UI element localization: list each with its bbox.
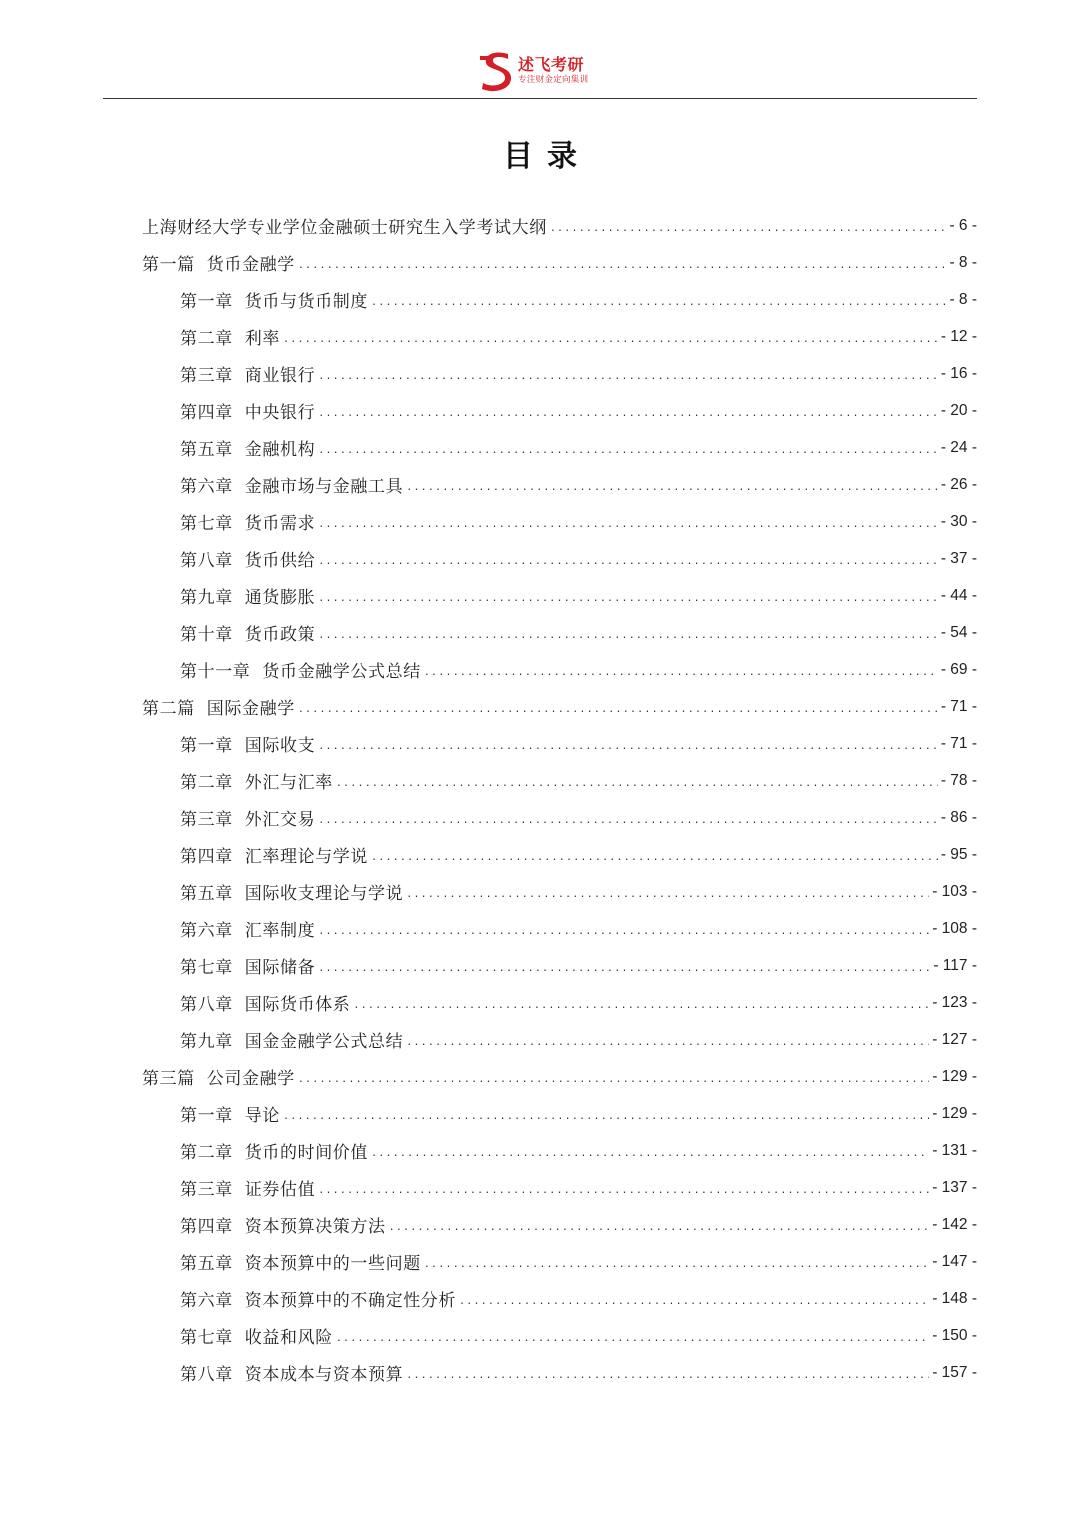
toc-page-number: - 37 - — [940, 549, 977, 567]
brand-logo — [478, 50, 608, 92]
toc-chapter-entry[interactable] — [142, 466, 977, 503]
toc-entry-label: 第九章 通货膨胀 — [180, 588, 316, 608]
brand-slogan: 专注财金定向集训 — [518, 75, 589, 86]
toc-entry-label: 第五章 金融机构 — [180, 440, 316, 460]
toc-dot-leader — [336, 778, 938, 789]
toc-chapter-entry[interactable] — [142, 799, 977, 836]
toc-chapter-entry[interactable] — [142, 614, 977, 651]
toc-part-entry[interactable] — [142, 688, 977, 725]
toc-dot-leader — [283, 334, 938, 345]
toc-page-number: - 54 - — [940, 623, 977, 641]
toc-dot-leader — [389, 1222, 930, 1233]
toc-page-number: - 6 - — [949, 216, 977, 234]
toc-chapter-entry[interactable] — [142, 947, 977, 984]
toc-entry-label: 第十一章 货币金融学公式总结 — [180, 662, 421, 682]
toc-dot-leader — [550, 223, 947, 234]
toc-page-number: - 150 - — [932, 1326, 977, 1344]
toc-dot-leader — [318, 1185, 929, 1196]
toc-page-number: - 131 - — [932, 1141, 977, 1159]
toc-dot-leader — [318, 815, 938, 826]
toc-entry-label: 第七章 货币需求 — [180, 514, 316, 534]
toc-dot-leader — [353, 1000, 929, 1011]
toc-dot-leader — [298, 704, 938, 715]
toc-page-number: - 137 - — [932, 1178, 977, 1196]
toc-dot-leader — [406, 889, 929, 900]
toc-entry-label: 第六章 资本预算中的不确定性分析 — [180, 1291, 457, 1311]
toc-part-entry[interactable] — [142, 244, 977, 281]
toc-entry-label: 第一章 国际收支 — [180, 736, 316, 756]
toc-entry-label: 第一章 导论 — [180, 1106, 281, 1126]
toc-entry-label: 第二章 利率 — [180, 329, 281, 349]
toc-dot-leader — [406, 1037, 929, 1048]
toc-entry-label: 第二章 外汇与汇率 — [180, 773, 333, 793]
toc-dot-leader — [318, 408, 938, 419]
toc-chapter-entry[interactable] — [142, 1354, 977, 1391]
toc-dot-leader — [318, 556, 938, 567]
toc-page-number: - 117 - — [933, 956, 977, 974]
toc-dot-leader — [298, 260, 947, 271]
toc-chapter-entry[interactable] — [142, 762, 977, 799]
toc-dot-leader — [424, 667, 938, 678]
toc-page-number: - 157 - — [932, 1363, 977, 1381]
toc-page-number: - 69 - — [940, 660, 977, 678]
toc-dot-leader — [318, 741, 938, 752]
header-divider — [103, 98, 977, 99]
toc-page-number: - 129 - — [932, 1104, 977, 1122]
toc-chapter-entry[interactable] — [142, 1206, 977, 1243]
s-logo-icon — [478, 50, 516, 92]
toc-entry-label: 第二章 货币的时间价值 — [180, 1143, 369, 1163]
toc-page-number: - 44 - — [940, 586, 977, 604]
toc-dot-leader — [318, 963, 930, 974]
toc-dot-leader — [283, 1111, 929, 1122]
toc-dot-leader — [318, 593, 938, 604]
toc-dot-leader — [371, 852, 938, 863]
toc-entry-label: 第一章 货币与货币制度 — [180, 292, 369, 312]
page-header — [0, 0, 1080, 100]
toc-page-number: - 8 - — [949, 253, 977, 271]
toc-entry-label: 上海财经大学专业学位金融硕士研究生入学考试大纲 — [142, 218, 547, 238]
toc-chapter-entry[interactable] — [142, 984, 977, 1021]
toc-entry-label: 第四章 汇率理论与学说 — [180, 847, 369, 867]
toc-dot-leader — [424, 1259, 929, 1270]
brand-name: 述飞考研 — [518, 55, 585, 75]
toc-chapter-entry[interactable] — [142, 318, 977, 355]
toc-entry-label: 第三篇 公司金融学 — [142, 1069, 295, 1089]
toc-dot-leader — [406, 1370, 929, 1381]
toc-page-number: - 147 - — [932, 1252, 977, 1270]
toc-dot-leader — [371, 1148, 929, 1159]
toc-chapter-entry[interactable] — [142, 873, 977, 910]
toc-entry-label: 第三章 证券估值 — [180, 1180, 316, 1200]
toc-chapter-entry[interactable] — [142, 1021, 977, 1058]
toc-page-number: - 8 - — [949, 290, 977, 308]
toc-entry-label: 第十章 货币政策 — [180, 625, 316, 645]
toc-dot-leader — [318, 371, 938, 382]
toc-dot-leader — [298, 1074, 929, 1085]
toc-page-number: - 142 - — [932, 1215, 977, 1233]
toc-entry-label: 第八章 国际货币体系 — [180, 995, 351, 1015]
toc-entry-label: 第五章 国际收支理论与学说 — [180, 884, 404, 904]
toc-page-number: - 24 - — [940, 438, 977, 456]
toc-chapter-entry[interactable] — [142, 392, 977, 429]
toc-entry-label: 第四章 中央银行 — [180, 403, 316, 423]
page-title: 目录 — [503, 139, 591, 174]
toc-page-number: - 148 - — [932, 1289, 977, 1307]
toc-page-number: - 26 - — [940, 475, 977, 493]
toc-chapter-entry[interactable] — [142, 540, 977, 577]
table-of-contents — [142, 207, 977, 1391]
toc-dot-leader — [318, 445, 938, 456]
toc-entry-label: 第八章 资本成本与资本预算 — [180, 1365, 404, 1385]
toc-chapter-entry[interactable] — [142, 503, 977, 540]
toc-page-number: - 108 - — [932, 919, 977, 937]
toc-page-number: - 127 - — [932, 1030, 977, 1048]
toc-page-number: - 78 - — [940, 771, 977, 789]
toc-page-number: - 20 - — [940, 401, 977, 419]
toc-entry-label: 第五章 资本预算中的一些问题 — [180, 1254, 421, 1274]
toc-chapter-entry[interactable] — [142, 577, 977, 614]
toc-page-number: - 71 - — [940, 697, 977, 715]
toc-page-number: - 12 - — [940, 327, 977, 345]
toc-page-number: - 16 - — [940, 364, 977, 382]
toc-dot-leader — [318, 630, 938, 641]
toc-chapter-entry[interactable] — [142, 910, 977, 947]
toc-chapter-entry[interactable] — [142, 725, 977, 762]
toc-entry-label: 第一篇 货币金融学 — [142, 255, 295, 275]
toc-page-number: - 123 - — [932, 993, 977, 1011]
toc-part-entry[interactable] — [142, 1058, 977, 1095]
toc-page-number: - 86 - — [940, 808, 977, 826]
toc-page-number: - 71 - — [940, 734, 977, 752]
toc-entry-label: 第八章 货币供给 — [180, 551, 316, 571]
toc-page-number: - 30 - — [940, 512, 977, 530]
toc-chapter-entry[interactable] — [142, 651, 977, 688]
toc-entry-label: 第七章 收益和风险 — [180, 1328, 333, 1348]
toc-chapter-entry[interactable] — [142, 1095, 977, 1132]
toc-entry-label: 第三章 商业银行 — [180, 366, 316, 386]
toc-part-entry[interactable] — [142, 207, 977, 244]
toc-entry-label: 第四章 资本预算决策方法 — [180, 1217, 386, 1237]
toc-entry-label: 第六章 金融市场与金融工具 — [180, 477, 404, 497]
toc-dot-leader — [318, 926, 929, 937]
toc-page-number: - 129 - — [932, 1067, 977, 1085]
toc-chapter-entry[interactable] — [142, 1169, 977, 1206]
toc-chapter-entry[interactable] — [142, 355, 977, 392]
toc-chapter-entry[interactable] — [142, 1132, 977, 1169]
toc-dot-leader — [406, 482, 938, 493]
toc-page-number: - 103 - — [932, 882, 977, 900]
toc-entry-label: 第二篇 国际金融学 — [142, 699, 295, 719]
toc-chapter-entry[interactable] — [142, 281, 977, 318]
toc-page-number: - 95 - — [940, 845, 977, 863]
toc-chapter-entry[interactable] — [142, 1243, 977, 1280]
toc-entry-label: 第七章 国际储备 — [180, 958, 316, 978]
toc-chapter-entry[interactable] — [142, 429, 977, 466]
toc-chapter-entry[interactable] — [142, 1317, 977, 1354]
toc-entry-label: 第九章 国金金融学公式总结 — [180, 1032, 404, 1052]
toc-entry-label: 第六章 汇率制度 — [180, 921, 316, 941]
toc-dot-leader — [318, 519, 938, 530]
toc-dot-leader — [459, 1296, 929, 1307]
toc-dot-leader — [336, 1333, 929, 1344]
toc-chapter-entry[interactable] — [142, 1280, 977, 1317]
toc-chapter-entry[interactable] — [142, 836, 977, 873]
toc-dot-leader — [371, 297, 946, 308]
toc-entry-label: 第三章 外汇交易 — [180, 810, 316, 830]
